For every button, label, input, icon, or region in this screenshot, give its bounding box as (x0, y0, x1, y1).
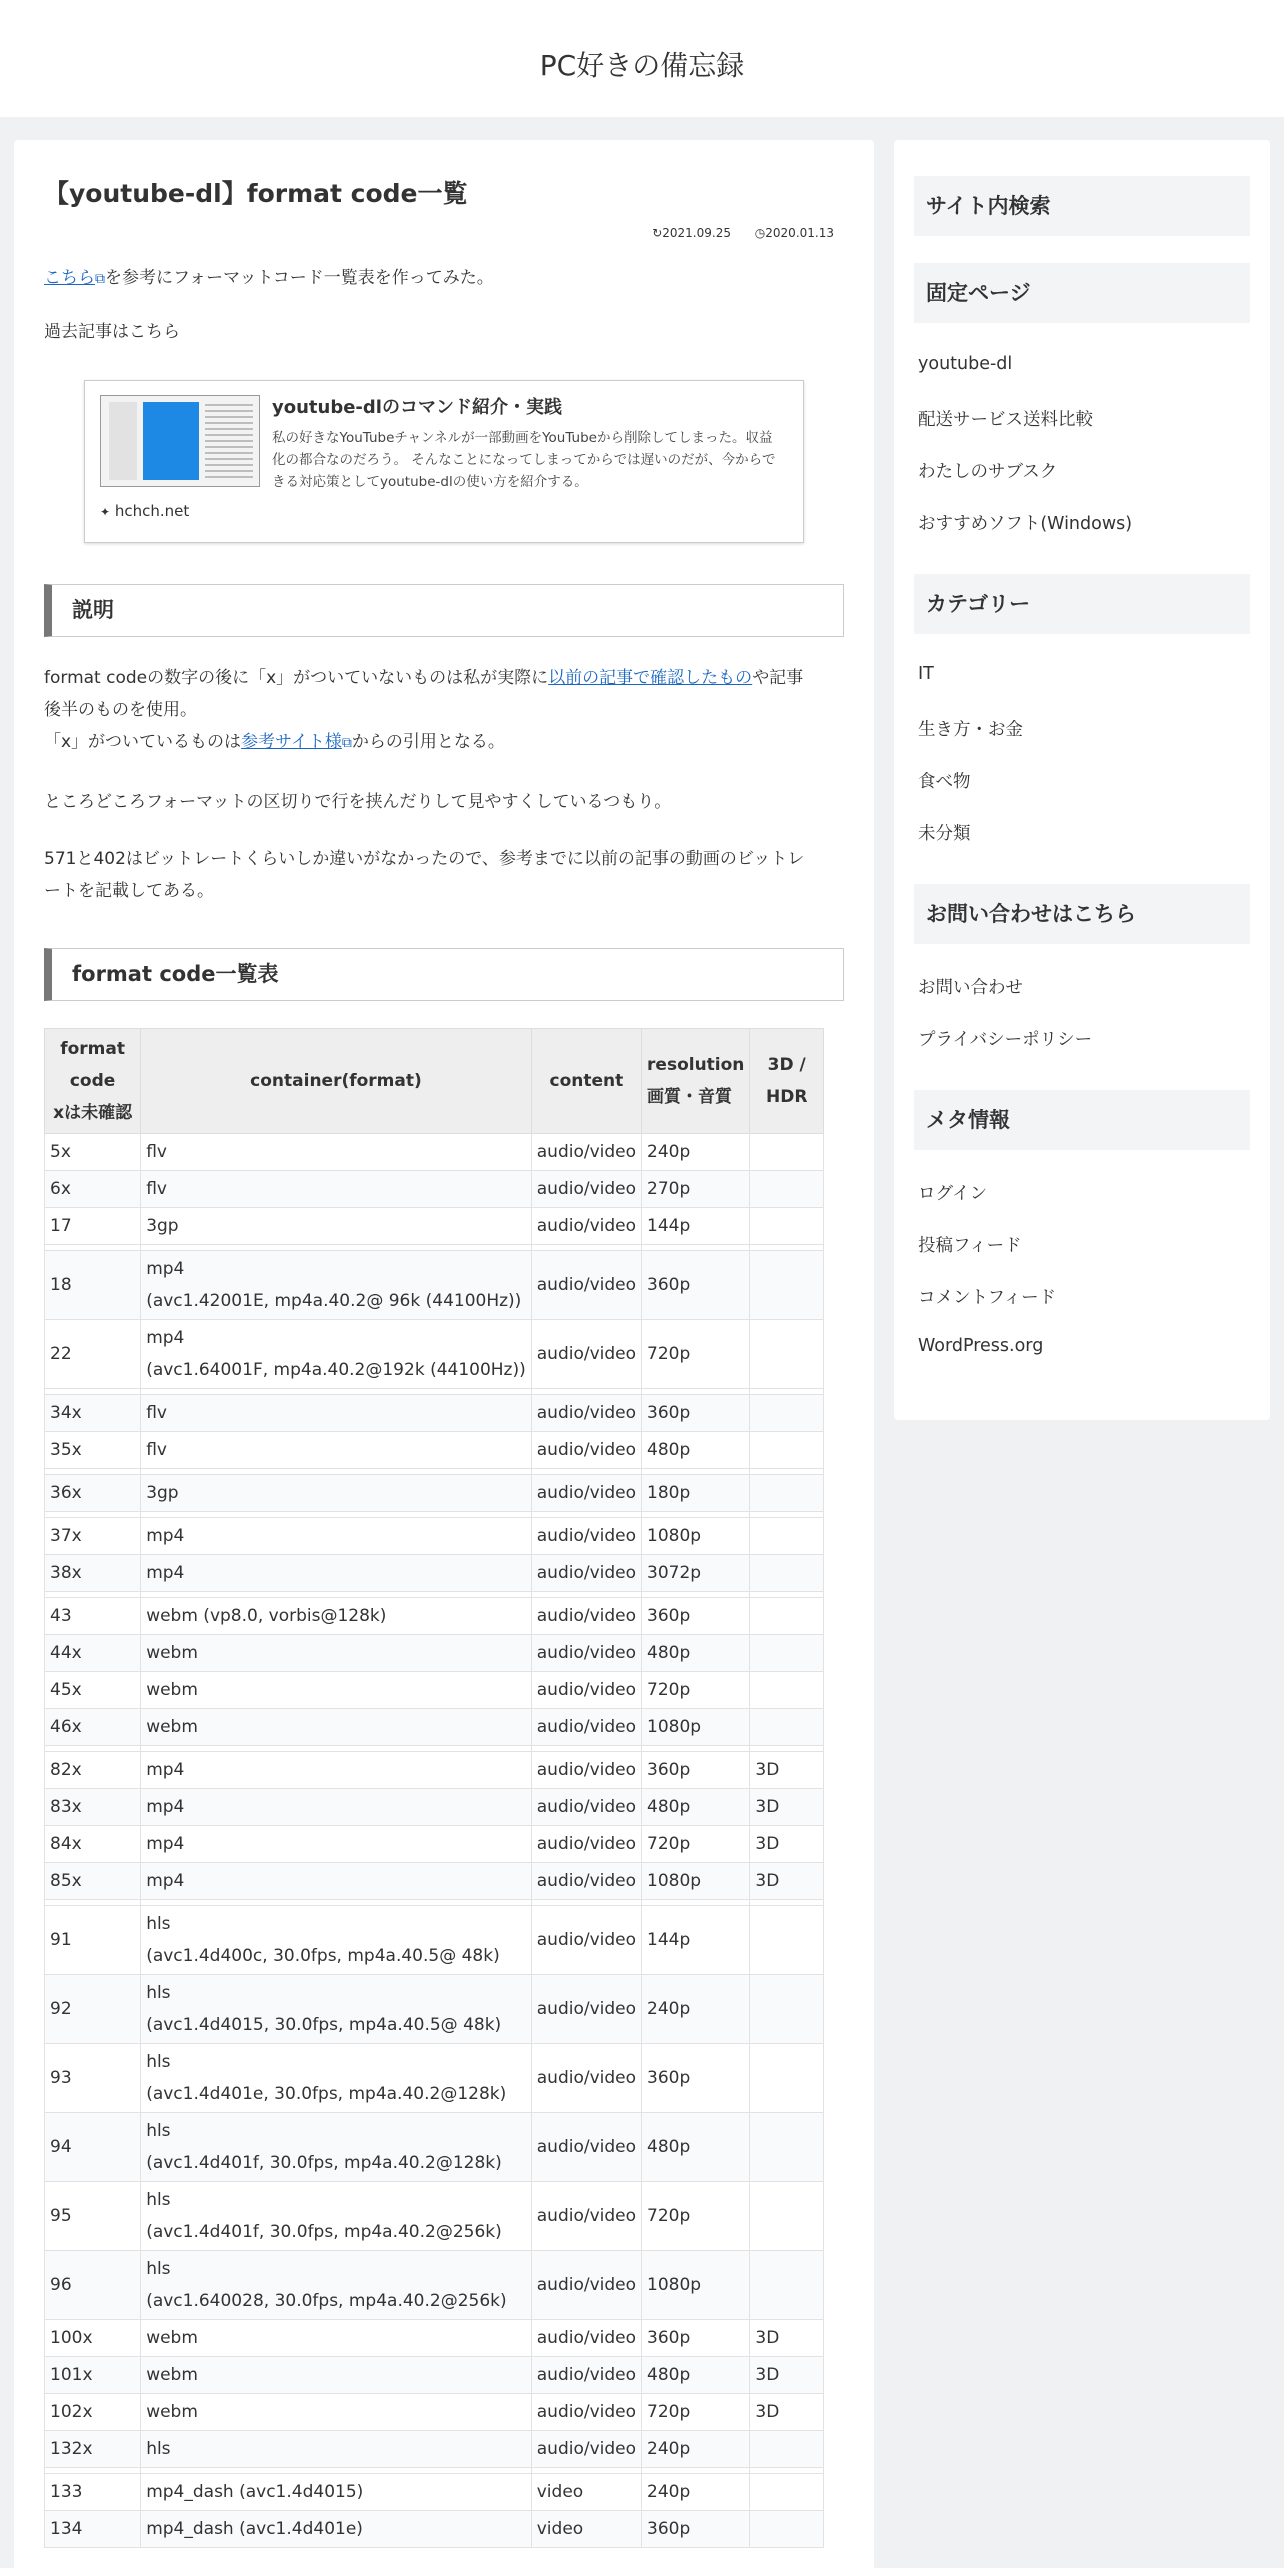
cell-container (141, 1863, 532, 1900)
container-name: hls (146, 2439, 171, 2459)
table-row (45, 2251, 824, 2320)
cell-content: audio/video (531, 2320, 641, 2357)
container-name: mp4 (146, 1328, 185, 1348)
cell-content: audio/video (531, 2431, 641, 2468)
container-name: mp4 (146, 1871, 185, 1891)
cell-format-code: 18 (45, 1251, 141, 1320)
cell-content: audio/video (531, 1134, 641, 1171)
container-name: flv (146, 1403, 167, 1423)
cell-content: audio/video (531, 2113, 641, 2182)
sidebar-page-link[interactable]: youtube-dl (918, 354, 1013, 374)
cell-resolution: 480p (642, 2113, 750, 2182)
external-link-icon: ⧉ (95, 271, 105, 287)
blog-card-description: 私の好きなYouTubeチャンネルが一部動画をYouTubeから削除してしまった。収益化の都合なのだろう。 そんなことになってしまってからでは遅いのだが、今からできる対応策としてyoutube-dlの使い方を紹介する。 (272, 430, 776, 490)
container-detail: (avc1.4d401f, 30.0fps, mp4a.40.2@128k) (146, 2153, 502, 2173)
cell-container (141, 2357, 532, 2394)
cell-3d-hdr: 3D (750, 2394, 824, 2431)
cell-container (141, 2320, 532, 2357)
sidebar-page-link[interactable]: 配送サービス送料比較 (918, 410, 1093, 430)
cell-content: audio/video (531, 1863, 641, 1900)
cell-format-code: 17 (45, 1208, 141, 1245)
cell-format-code: 134 (45, 2511, 141, 2548)
cell-3d-hdr (750, 1906, 824, 1975)
cell-format-code: 102x (45, 2394, 141, 2431)
sidebar-page-link[interactable]: おすすめソフト(Windows) (918, 514, 1133, 534)
cell-3d-hdr (750, 1320, 824, 1389)
sidebar-category-link[interactable]: 生き方・お金 (918, 720, 1023, 740)
table-row (45, 1171, 824, 1208)
cell-resolution: 360p (642, 2044, 750, 2113)
widget-title-categories: カテゴリー (914, 574, 1250, 634)
cell-3d-hdr (750, 1635, 824, 1672)
cell-content: video (531, 2511, 641, 2548)
cell-resolution: 1080p (642, 1709, 750, 1746)
cell-3d-hdr (750, 1975, 824, 2044)
intro-paragraph: こちら⧉を参考にフォーマットコード一覧表を作ってみた。 (44, 268, 494, 288)
published-date: ◷2020.01.13 (754, 226, 834, 240)
table-row (45, 1863, 824, 1900)
container-detail: (avc1.640028, 30.0fps, mp4a.40.2@256k) (146, 2291, 507, 2311)
table-row (45, 1518, 824, 1555)
explain-paragraph-3: 571と402はビットレートくらいしか違いがなかったので、参考までに以前の記事の動画のビットレ ートを記載してある。 (44, 849, 805, 901)
external-link-icon: ⧉ (341, 735, 352, 751)
cell-content: audio/video (531, 2251, 641, 2320)
cell-container (141, 2113, 532, 2182)
widget-title-search: サイト内検索 (914, 176, 1250, 236)
container-name: mp4 (146, 1834, 185, 1854)
sidebar-meta-link[interactable]: ログイン (918, 1184, 988, 1204)
cell-format-code: 45x (45, 1672, 141, 1709)
cell-format-code: 44x (45, 1635, 141, 1672)
cell-3d-hdr (750, 1395, 824, 1432)
table-row (45, 2394, 824, 2431)
cell-container (141, 1789, 532, 1826)
site-header (0, 0, 1284, 117)
blog-card[interactable] (84, 380, 804, 543)
explain-paragraph-1: format codeの数字の後に「x」がついていないものは私が実際に以前の記事で確認したものや記事 後半のものを使用。 「x」がついているものは参考サイト様⧉からの引用となる。 (44, 668, 804, 752)
cell-content: audio/video (531, 1555, 641, 1592)
cell-container (141, 1134, 532, 1171)
cell-container (141, 1635, 532, 1672)
cell-content: audio/video (531, 1906, 641, 1975)
cell-content: audio/video (531, 1208, 641, 1245)
cell-resolution: 480p (642, 2357, 750, 2394)
container-name: mp4_dash (avc1.4d4015) (146, 2482, 364, 2502)
cell-format-code: 37x (45, 1518, 141, 1555)
container-name: hls (146, 1914, 171, 1934)
heading-table: format code一覧表 (44, 948, 844, 1001)
blog-card-title: youtube-dlのコマンド紹介・実践 (272, 397, 562, 418)
table-row (45, 1555, 824, 1592)
cell-container (141, 1598, 532, 1635)
table-row (45, 1134, 824, 1171)
cell-content: audio/video (531, 1826, 641, 1863)
previous-article-link[interactable]: 以前の記事で確認したもの (548, 668, 753, 688)
container-name: 3gp (146, 1483, 179, 1503)
container-name: hls (146, 2052, 171, 2072)
cell-content: audio/video (531, 1752, 641, 1789)
container-name: mp4 (146, 1526, 185, 1546)
cell-3d-hdr (750, 1134, 824, 1171)
container-name: hls (146, 2259, 171, 2279)
cell-3d-hdr (750, 1598, 824, 1635)
intro-link[interactable]: こちら (44, 268, 95, 288)
container-detail: (avc1.4d400c, 30.0fps, mp4a.40.5@ 48k) (146, 1946, 500, 1966)
table-row (45, 2431, 824, 2468)
heading-explain: 説明 (44, 584, 844, 637)
cell-resolution: 240p (642, 1134, 750, 1171)
container-name: hls (146, 2190, 171, 2210)
table-row (45, 1635, 824, 1672)
table-row (45, 1826, 824, 1863)
container-name: mp4_dash (avc1.4d401e) (146, 2519, 363, 2539)
container-name: mp4 (146, 1760, 185, 1780)
table-row (45, 2113, 824, 2182)
cell-format-code: 84x (45, 1826, 141, 1863)
cell-container (141, 2431, 532, 2468)
cell-container (141, 2044, 532, 2113)
cell-format-code: 101x (45, 2357, 141, 2394)
sidebar-category-link[interactable]: IT (918, 664, 934, 684)
cell-3d-hdr (750, 1171, 824, 1208)
cell-content: audio/video (531, 1395, 641, 1432)
widget-title-contact: お問い合わせはこちら (914, 884, 1250, 944)
table-row (45, 1475, 824, 1512)
cell-content: audio/video (531, 1598, 641, 1635)
container-name: webm (146, 1643, 198, 1663)
sidebar-meta-link[interactable]: 投稿フィード (918, 1236, 1022, 1256)
cell-resolution: 720p (642, 1320, 750, 1389)
cell-content: audio/video (531, 2182, 641, 2251)
cell-3d-hdr (750, 1208, 824, 1245)
sidebar-category-link[interactable]: 食べ物 (918, 772, 971, 792)
cell-container (141, 2182, 532, 2251)
cell-resolution: 480p (642, 1789, 750, 1826)
cell-format-code: 133 (45, 2474, 141, 2511)
cell-resolution: 1080p (642, 1863, 750, 1900)
container-name: webm (146, 1680, 198, 1700)
container-name: webm (vp8.0, vorbis@128k) (146, 1606, 387, 1626)
cell-resolution: 720p (642, 1672, 750, 1709)
reference-site-link[interactable]: 参考サイト様 (241, 732, 342, 752)
cell-content: audio/video (531, 1432, 641, 1469)
cell-content: audio/video (531, 1171, 641, 1208)
cell-content: video (531, 2474, 641, 2511)
table-row (45, 1598, 824, 1635)
cell-content: audio/video (531, 2357, 641, 2394)
header-format-code: format code xは未確認 (45, 1029, 141, 1134)
cell-3d-hdr (750, 2113, 824, 2182)
container-name: mp4 (146, 1797, 185, 1817)
container-name: flv (146, 1142, 167, 1162)
container-detail: (avc1.4d4015, 30.0fps, mp4a.40.5@ 48k) (146, 2015, 502, 2035)
sidebar-contact-link[interactable]: プライバシーポリシー (918, 1030, 1093, 1050)
cell-resolution: 720p (642, 2182, 750, 2251)
cell-resolution: 360p (642, 1598, 750, 1635)
cell-container (141, 1709, 532, 1746)
container-name: hls (146, 1983, 171, 2003)
cell-3d-hdr (750, 1709, 824, 1746)
cell-format-code: 6x (45, 1171, 141, 1208)
widget-title-meta: メタ情報 (914, 1090, 1250, 1150)
cell-3d-hdr: 3D (750, 1826, 824, 1863)
cell-resolution: 360p (642, 2320, 750, 2357)
cell-resolution: 1080p (642, 1518, 750, 1555)
container-name: 3gp (146, 1216, 179, 1236)
cell-format-code: 82x (45, 1752, 141, 1789)
table-header-row (45, 1029, 824, 1134)
container-name: flv (146, 1179, 167, 1199)
cell-format-code: 85x (45, 1863, 141, 1900)
header-container: container(format) (141, 1029, 532, 1134)
cell-3d-hdr (750, 2182, 824, 2251)
cell-format-code: 36x (45, 1475, 141, 1512)
entry-title: 【youtube-dl】format code一覧 (44, 179, 468, 208)
cell-content: audio/video (531, 1251, 641, 1320)
widget-title-pages: 固定ページ (914, 263, 1250, 323)
cell-container (141, 1672, 532, 1709)
table-row (45, 1709, 824, 1746)
cell-format-code: 93 (45, 2044, 141, 2113)
sidebar (894, 140, 1270, 1420)
table-row (45, 2474, 824, 2511)
cell-resolution: 270p (642, 1171, 750, 1208)
cell-3d-hdr (750, 1672, 824, 1709)
cell-content: audio/video (531, 1672, 641, 1709)
cell-format-code: 35x (45, 1432, 141, 1469)
cell-container (141, 2511, 532, 2548)
cell-3d-hdr (750, 1555, 824, 1592)
cell-resolution: 360p (642, 1251, 750, 1320)
cell-resolution: 720p (642, 1826, 750, 1863)
sidebar-meta-link[interactable]: WordPress.org (918, 1336, 1044, 1356)
clock-icon: ◷ (754, 226, 766, 240)
cell-format-code: 100x (45, 2320, 141, 2357)
cell-format-code: 94 (45, 2113, 141, 2182)
table-row (45, 2320, 824, 2357)
updated-date: ↻2021.09.25 (652, 226, 731, 240)
cell-content: audio/video (531, 2394, 641, 2431)
cell-3d-hdr (750, 2431, 824, 2468)
cell-resolution: 240p (642, 1975, 750, 2044)
cell-resolution: 3072p (642, 1555, 750, 1592)
cell-format-code: 95 (45, 2182, 141, 2251)
cell-content: audio/video (531, 1475, 641, 1512)
cell-resolution: 360p (642, 1752, 750, 1789)
cell-3d-hdr (750, 2511, 824, 2548)
cell-resolution: 720p (642, 2394, 750, 2431)
table-row (45, 1789, 824, 1826)
cell-3d-hdr (750, 1518, 824, 1555)
container-name: hls (146, 2121, 171, 2141)
cell-resolution: 144p (642, 1906, 750, 1975)
cell-container (141, 1906, 532, 1975)
sidebar-page-link[interactable]: わたしのサブスク (918, 462, 1058, 482)
cell-container (141, 2394, 532, 2431)
cell-content: audio/video (531, 1320, 641, 1389)
container-name: mp4 (146, 1563, 185, 1583)
cell-container (141, 1826, 532, 1863)
cell-3d-hdr (750, 2044, 824, 2113)
cell-container (141, 1320, 532, 1389)
table-row (45, 1752, 824, 1789)
container-name: webm (146, 2328, 198, 2348)
cell-resolution: 1080p (642, 2251, 750, 2320)
cell-container (141, 1171, 532, 1208)
cell-format-code: 83x (45, 1789, 141, 1826)
header-resolution: resolution 画質・音質 (642, 1029, 750, 1134)
cell-container (141, 1975, 532, 2044)
container-detail: (avc1.64001F, mp4a.40.2@192k (44100Hz)) (146, 1360, 526, 1380)
sidebar-contact-link[interactable]: お問い合わせ (918, 978, 1023, 998)
cell-format-code: 96 (45, 2251, 141, 2320)
cell-content: audio/video (531, 2044, 641, 2113)
cell-container (141, 1395, 532, 1432)
cell-content: audio/video (531, 1709, 641, 1746)
cell-resolution: 360p (642, 2511, 750, 2548)
cell-container (141, 1475, 532, 1512)
cell-resolution: 480p (642, 1432, 750, 1469)
cell-format-code: 132x (45, 2431, 141, 2468)
cell-container (141, 1432, 532, 1469)
cell-3d-hdr: 3D (750, 2320, 824, 2357)
cell-format-code: 43 (45, 1598, 141, 1635)
header-content: content (531, 1029, 641, 1134)
container-name: webm (146, 2402, 198, 2422)
container-detail: (avc1.4d401e, 30.0fps, mp4a.40.2@128k) (146, 2084, 507, 2104)
blog-card-site: ✦ hchch.net (100, 502, 190, 520)
cell-container (141, 2251, 532, 2320)
cell-format-code: 5x (45, 1134, 141, 1171)
cell-resolution: 180p (642, 1475, 750, 1512)
cell-format-code: 91 (45, 1906, 141, 1975)
table-row (45, 1320, 824, 1389)
cell-container (141, 1208, 532, 1245)
cell-3d-hdr (750, 2251, 824, 2320)
cell-3d-hdr: 3D (750, 1752, 824, 1789)
site-title[interactable]: PC好きの備忘録 (539, 49, 745, 82)
table-row (45, 1432, 824, 1469)
cell-container (141, 1518, 532, 1555)
favicon-icon: ✦ (100, 505, 111, 519)
table-row (45, 1395, 824, 1432)
cell-format-code: 22 (45, 1320, 141, 1389)
container-name: flv (146, 1440, 167, 1460)
refresh-icon: ↻ (652, 226, 663, 240)
cell-resolution: 360p (642, 1395, 750, 1432)
cell-3d-hdr: 3D (750, 1863, 824, 1900)
cell-3d-hdr: 3D (750, 2357, 824, 2394)
explain-paragraph-2: ところどころフォーマットの区切りで行を挟んだりして見やすくしているつもり。 (44, 792, 672, 812)
cell-3d-hdr (750, 1475, 824, 1512)
cell-content: audio/video (531, 1518, 641, 1555)
cell-resolution: 480p (642, 1635, 750, 1672)
container-name: mp4 (146, 1259, 185, 1279)
blog-card-thumbnail (100, 395, 260, 487)
container-name: webm (146, 2365, 198, 2385)
table-row (45, 1975, 824, 2044)
cell-container (141, 1251, 532, 1320)
table-row (45, 1672, 824, 1709)
format-code-table (44, 1028, 824, 2548)
cell-container (141, 2474, 532, 2511)
container-detail: (avc1.4d401f, 30.0fps, mp4a.40.2@256k) (146, 2222, 502, 2242)
table-row (45, 1208, 824, 1245)
cell-container (141, 1555, 532, 1592)
table-row (45, 1906, 824, 1975)
cell-format-code: 46x (45, 1709, 141, 1746)
cell-content: audio/video (531, 1635, 641, 1672)
cell-container (141, 1752, 532, 1789)
container-name: webm (146, 1717, 198, 1737)
cell-resolution: 240p (642, 2431, 750, 2468)
cell-content: audio/video (531, 1975, 641, 2044)
cell-format-code: 38x (45, 1555, 141, 1592)
cell-resolution: 144p (642, 1208, 750, 1245)
cell-content: audio/video (531, 1789, 641, 1826)
cell-3d-hdr (750, 1251, 824, 1320)
table-row (45, 2182, 824, 2251)
post-dates (632, 226, 834, 240)
header-3d-hdr: 3D / HDR (750, 1029, 824, 1134)
cell-resolution: 240p (642, 2474, 750, 2511)
cell-3d-hdr: 3D (750, 1789, 824, 1826)
cell-3d-hdr (750, 2474, 824, 2511)
container-detail: (avc1.42001E, mp4a.40.2@ 96k (44100Hz)) (146, 1291, 522, 1311)
table-row (45, 2044, 824, 2113)
table-row (45, 2357, 824, 2394)
sidebar-meta-link[interactable]: コメントフィード (918, 1288, 1057, 1308)
table-row (45, 1251, 824, 1320)
past-article-text: 過去記事はこちら (44, 322, 180, 342)
cell-format-code: 34x (45, 1395, 141, 1432)
sidebar-category-link[interactable]: 未分類 (918, 824, 971, 844)
table-row (45, 2511, 824, 2548)
cell-3d-hdr (750, 1432, 824, 1469)
cell-format-code: 92 (45, 1975, 141, 2044)
main-content (14, 140, 874, 2568)
